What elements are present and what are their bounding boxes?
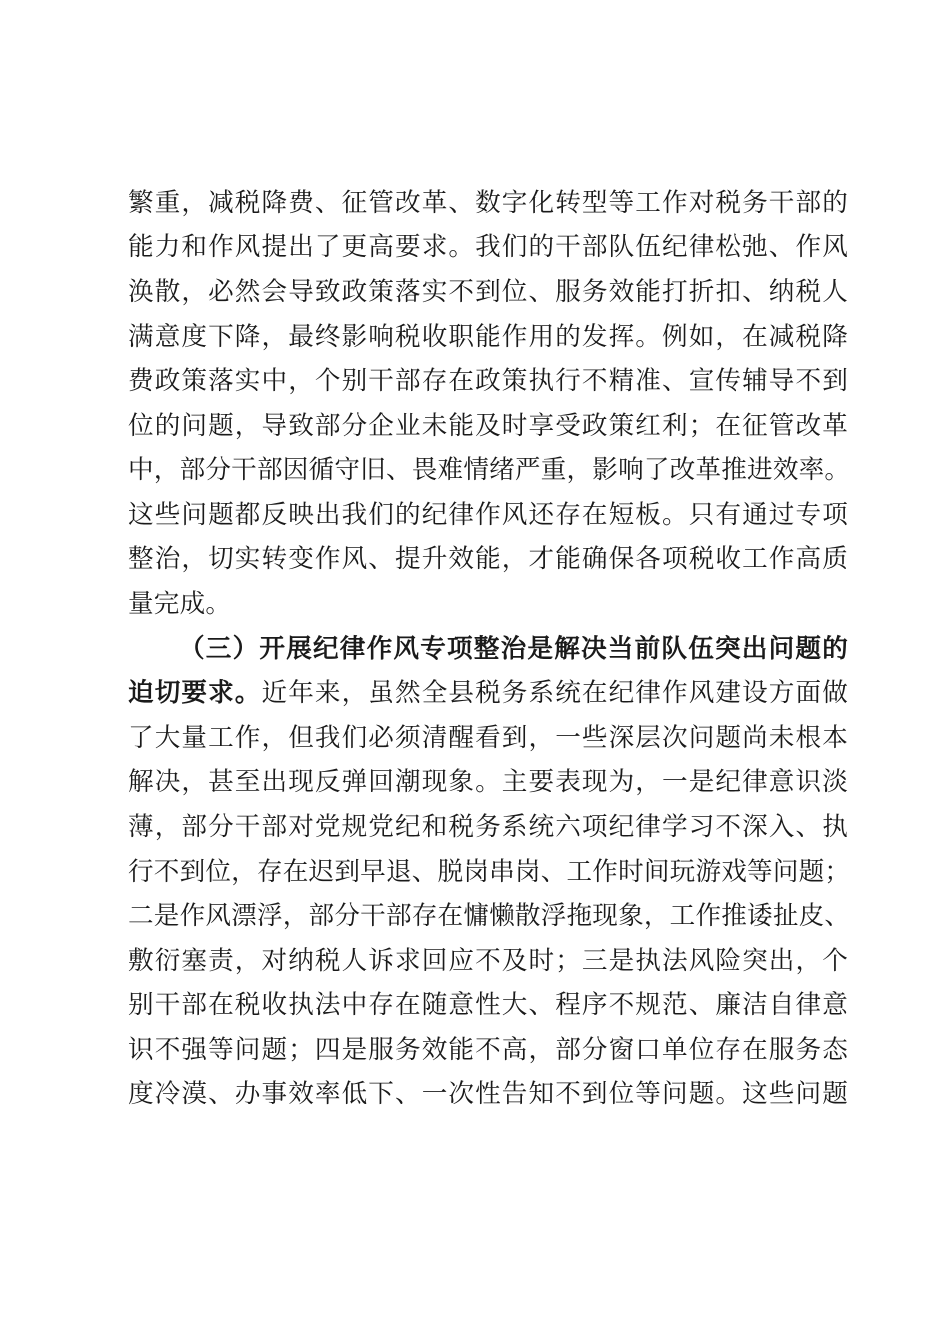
paragraph-1-line-8: 这些问题都反映出我们的纪律作风还存在短板。只有通过专项: [128, 500, 848, 530]
paragraph-2-line-5: 行不到位，存在迟到早退、脱岗串岗、工作时间玩游戏等问题；: [128, 857, 851, 887]
paragraph-2-line-4: 薄，部分干部对党规党纪和税务系统六项纪律学习不深入、执: [128, 812, 848, 842]
paragraph-2-line-6: 二是作风漂浮，部分干部存在慵懒散浮拖现象，工作推诿扯皮、: [128, 901, 851, 931]
section-heading-continued: 迫切要求。: [128, 678, 262, 708]
section-heading-line-1: [179, 627, 848, 671]
paragraph-1-line-2: 能力和作风提出了更高要求。我们的干部队伍纪律松弛、作风: [128, 232, 848, 262]
paragraph-1-line-3: 涣散，必然会导致政策落实不到位、服务效能打折扣、纳税人: [128, 277, 848, 307]
paragraph-2-line-2: 了大量工作，但我们必须清醒看到，一些深层次问题尚未根本: [128, 723, 848, 753]
paragraph-1-line-1: 繁重，减税降费、征管改革、数字化转型等工作对税务干部的: [128, 188, 848, 218]
paragraph-2-line-8: 别干部在税收执法中存在随意性大、程序不规范、廉洁自律意: [128, 990, 848, 1020]
section-heading-text: （三）开展纪律作风专项整治是解决当前队伍突出问题的: [179, 634, 848, 664]
paragraph-2-line-3: 解决，甚至出现反弹回潮现象。主要表现为，一是纪律意识淡: [128, 767, 848, 797]
paragraph-2-line-1: [128, 671, 848, 715]
paragraph-2-line-10: 度冷漠、办事效率低下、一次性告知不到位等问题。这些问题: [128, 1079, 848, 1109]
paragraph-1-line-7: 中，部分干部因循守旧、畏难情绪严重，影响了改革推进效率。: [128, 455, 851, 485]
paragraph-1-line-4: 满意度下降，最终影响税收职能作用的发挥。例如，在减税降: [128, 322, 848, 352]
paragraph-1-line-5: 费政策落实中，个别干部存在政策执行不精准、宣传辅导不到: [128, 366, 848, 396]
paragraph-1-line-6: 位的问题，导致部分企业未能及时享受政策红利；在征管改革: [128, 411, 848, 441]
paragraph-1-line-9: 整治，切实转变作风、提升效能，才能确保各项税收工作高质: [128, 544, 848, 574]
paragraph-2-line-1-rest: 近年来，虽然全县税务系统在纪律作风建设方面做: [261, 678, 848, 708]
paragraph-2-line-7: 敷衍塞责，对纳税人诉求回应不及时；三是执法风险突出，个: [128, 946, 848, 976]
paragraph-2-line-9: 识不强等问题；四是服务效能不高，部分窗口单位存在服务态: [128, 1035, 848, 1065]
paragraph-1-line-10: 量完成。: [128, 589, 232, 619]
